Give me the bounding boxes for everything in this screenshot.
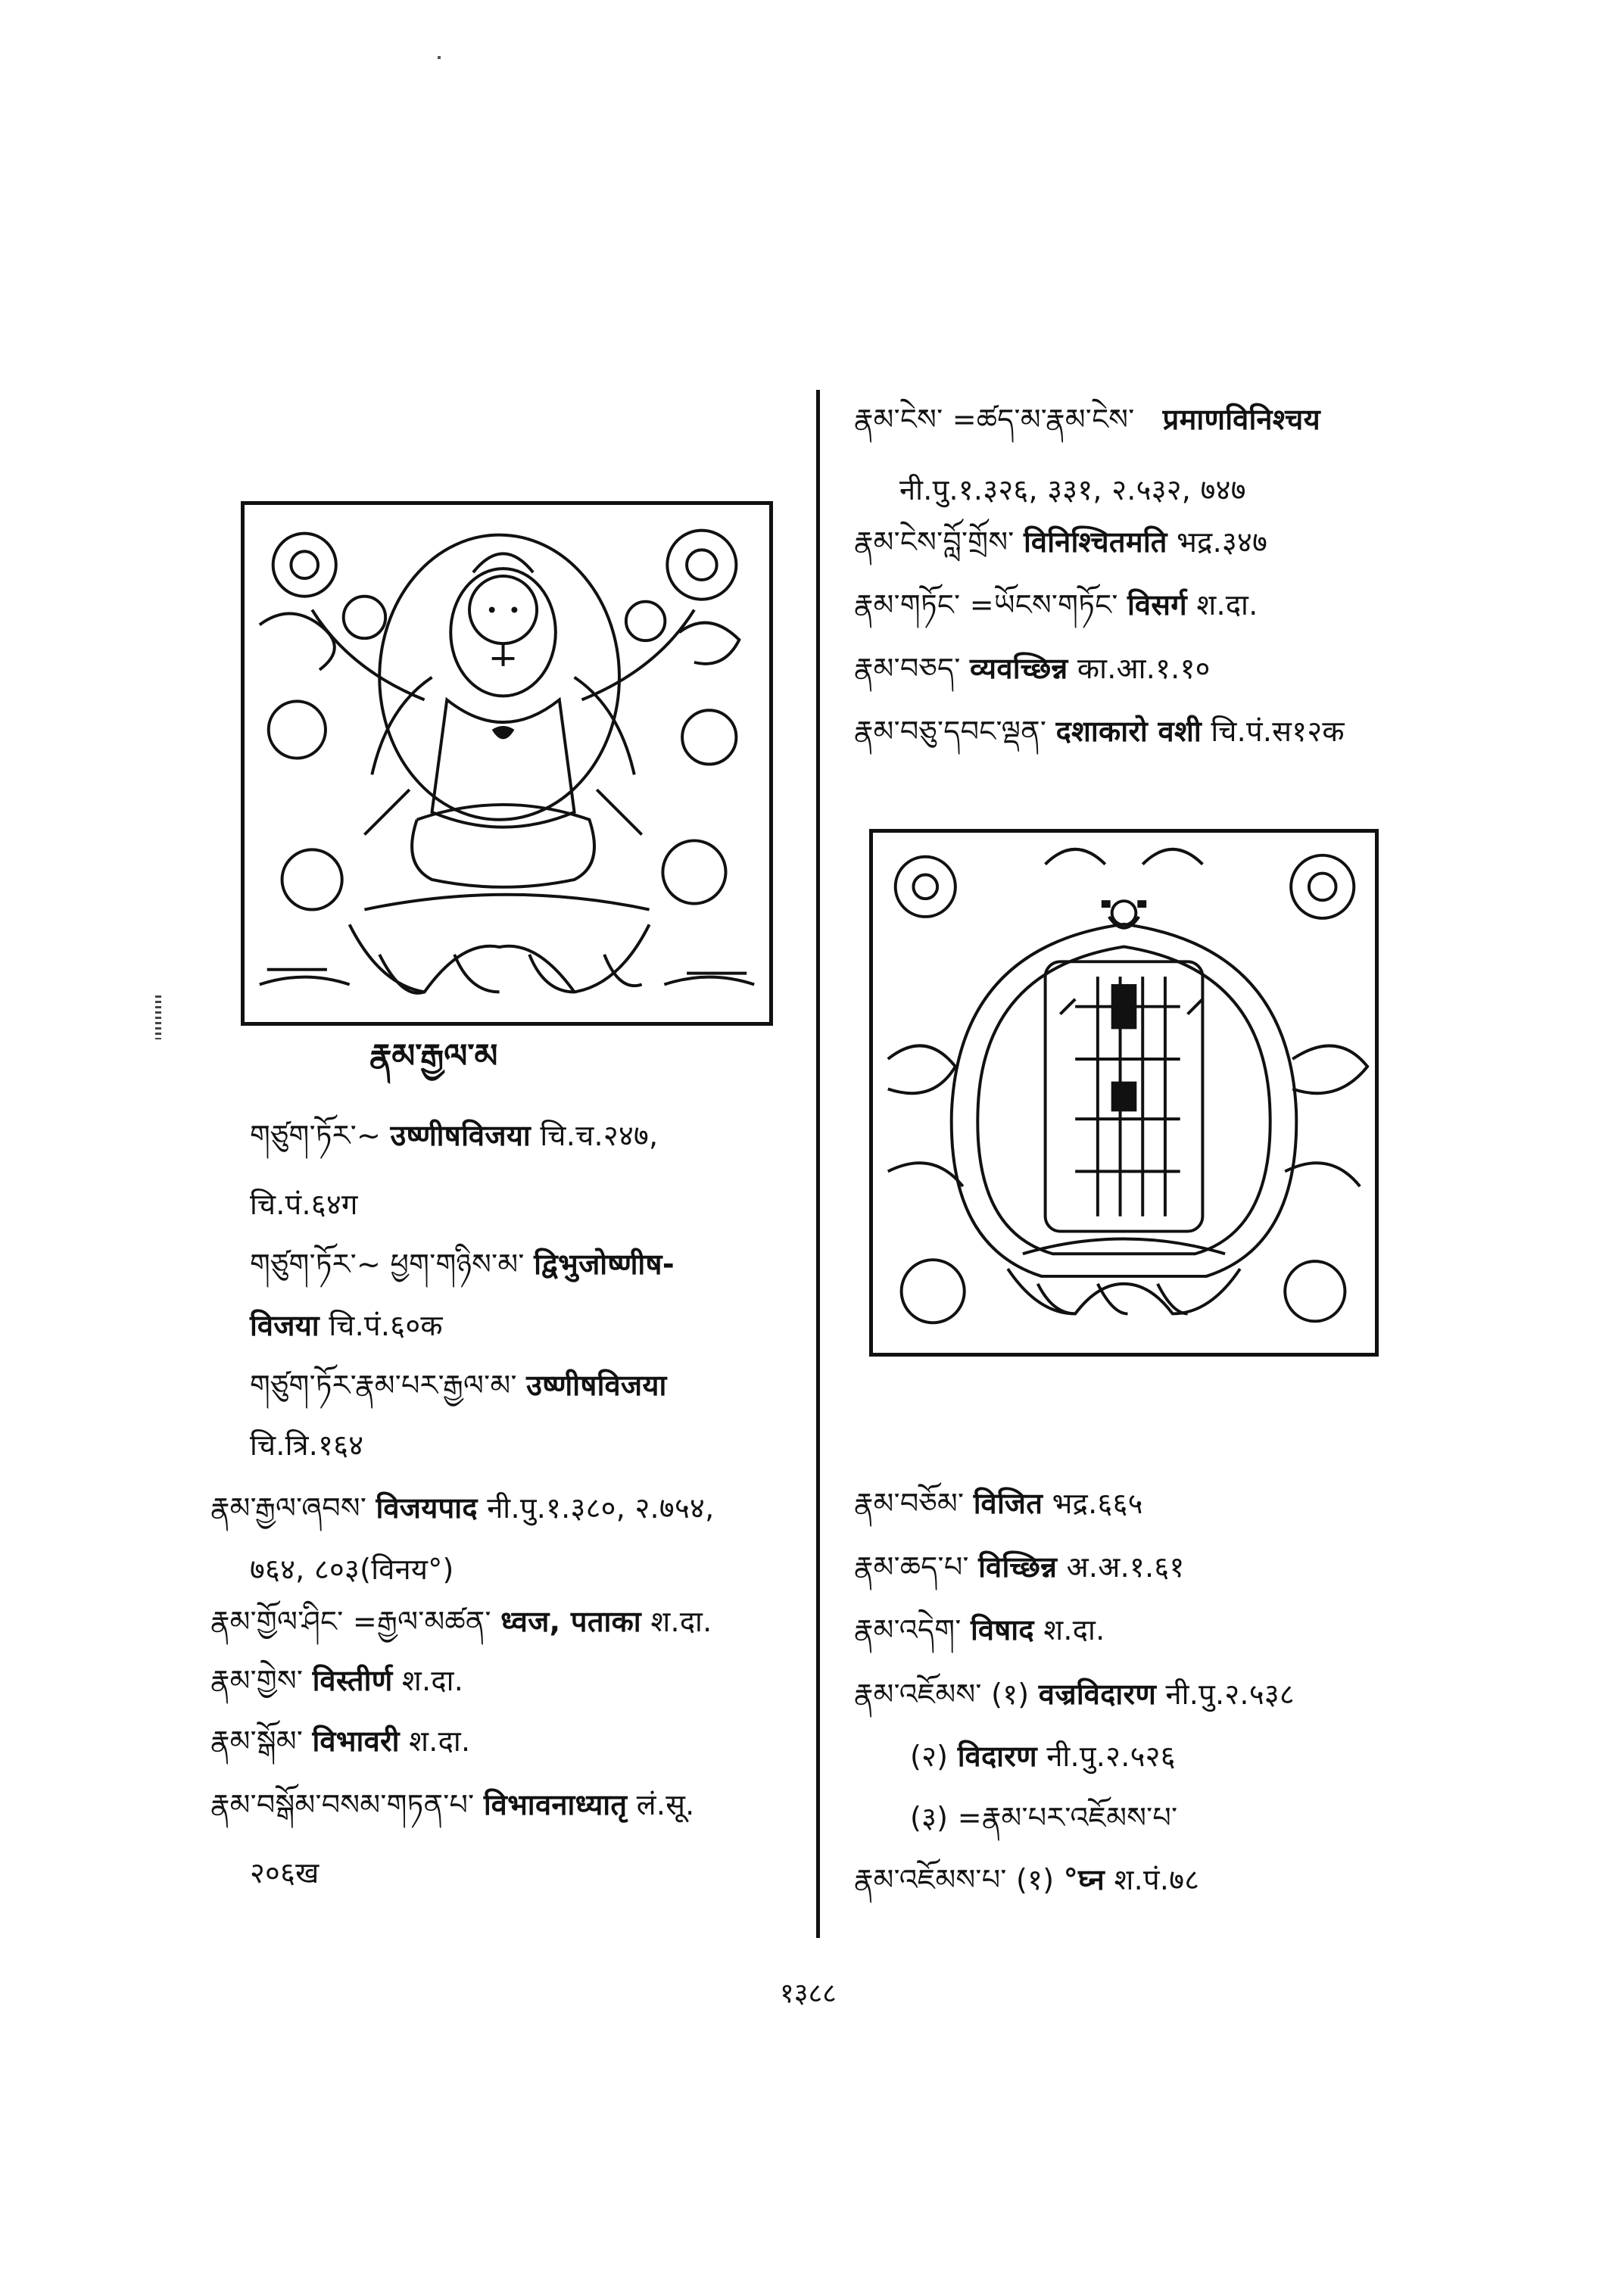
reference: चि.पं.६४ग: [250, 1188, 358, 1221]
left-entry-3: [250, 1367, 667, 1404]
left-entry-7: [210, 1723, 470, 1759]
reference: का.आ.१.१०: [1077, 652, 1211, 685]
reference: भद्र.३४७: [1177, 525, 1268, 559]
right-entry-6: [854, 1485, 1143, 1522]
tibetan-headword: རྣམ་གཏོང་ =ཡོངས་གཏོང་: [854, 588, 1118, 622]
right-entry-9-sense-2: [910, 1738, 1176, 1774]
reference: श.दा.: [1043, 1613, 1105, 1647]
right-entry-1: [854, 401, 1320, 438]
reference: ७६४, ८०३(विनय°): [250, 1553, 454, 1586]
right-entry-5: [854, 713, 1345, 749]
reference: चि.त्रि.१६४: [250, 1428, 364, 1462]
sanskrit-term: विच्छिन्न: [978, 1550, 1058, 1584]
left-entry-5: [210, 1603, 712, 1640]
tibetan-headword: རྣམ་བཅོམ་: [854, 1487, 965, 1520]
left-entry-1: [250, 1117, 658, 1154]
sanskrit-term: विस्तीर्ण: [312, 1664, 393, 1697]
sanskrit-term: विभावनाध्यातृ: [483, 1788, 628, 1821]
sanskrit-term: विसर्ग: [1127, 588, 1187, 622]
sense-number: (३) =རྣམ་པར་འཇོམས་པ་: [910, 1801, 1178, 1834]
sanskrit-term: विषाद: [971, 1613, 1034, 1647]
sanskrit-term: विजयपाद: [376, 1491, 478, 1525]
reference: श.पं.७८: [1114, 1863, 1200, 1896]
tibetan-headword: གཙུག་ཏོར་~ ཕྱག་གཉིས་མ་: [250, 1248, 525, 1281]
tibetan-headword: རྣམ་ངེས་ =ཚད་མ་རྣམ་ངེས་: [854, 403, 1135, 436]
figure-ushnishavijaya: [241, 501, 773, 1026]
right-entry-10: [854, 1862, 1199, 1898]
scan-dot: [438, 56, 441, 59]
left-entry-4-cont: [250, 1551, 454, 1587]
reference: लं.सू.: [636, 1788, 695, 1821]
reference: भद्र.६६५: [1052, 1487, 1143, 1520]
sanskrit-term: उष्णीषविजया: [390, 1119, 531, 1152]
reference: नी.पु.१.३८०, २.७५४,: [487, 1491, 715, 1525]
sanskrit-term: दशाकारो वशी: [1055, 715, 1202, 748]
sanskrit-term: द्विभुजोष्णीष-: [534, 1248, 675, 1281]
reference: श.दा.: [409, 1724, 471, 1758]
reference: नी.पु.२.५३८: [1165, 1678, 1295, 1711]
sanskrit-term: उष्णीषविजया: [526, 1369, 667, 1402]
deity-illustration: [245, 505, 769, 1022]
tibetan-headword: རྣམ་རྒྱལ་ཞབས་: [210, 1491, 367, 1525]
tibetan-headword: གཙུག་ཏོར་རྣམ་པར་རྒྱལ་མ་: [250, 1369, 517, 1402]
right-entry-9-sense-3: [910, 1799, 1177, 1836]
sanskrit-term: विनिश्चितमति: [1023, 525, 1167, 559]
sanskrit-term: ध्वज, पताका: [500, 1605, 641, 1638]
sanskrit-term: वज्रविदारण: [1038, 1678, 1157, 1711]
tibetan-headword: རྣམ་འཇོམས་ (१): [854, 1678, 1030, 1711]
sanskrit-term: विभावरी: [312, 1724, 400, 1758]
reference: श.दा.: [650, 1605, 712, 1638]
left-entry-1-cont: [250, 1186, 358, 1223]
tibetan-headword: རྣམ་བཅུ་དབང་ལྡན་: [854, 715, 1047, 748]
sanskrit-term: प्रमाणविनिश्चय: [1162, 403, 1320, 436]
sense-number: (२): [910, 1740, 949, 1773]
reference: चि.पं.स१२क: [1211, 715, 1345, 748]
left-entry-3-cont: [250, 1427, 363, 1463]
tibetan-headword: རྣམ་ཆད་པ་: [854, 1550, 969, 1584]
right-entry-9: [854, 1676, 1295, 1712]
reference: श.दा.: [1196, 588, 1258, 622]
tibetan-headword: རྣམ་བསྒོམ་བསམ་གཏན་པ་: [210, 1788, 475, 1821]
left-entry-6: [210, 1662, 463, 1699]
left-entry-2-cont: [250, 1307, 443, 1344]
page-number: १३८८: [780, 1978, 837, 2009]
reference: श.दा.: [401, 1664, 464, 1697]
tibetan-headword: རྣམ་འཇོམས་པ་ (१): [854, 1863, 1055, 1896]
sanskrit-term: विदारण: [957, 1740, 1037, 1773]
sanskrit-term: व्यवच्छिन्न: [970, 652, 1068, 685]
scan-mark: [155, 995, 161, 1039]
tibetan-headword: རྣམ་སྒོམ་: [210, 1724, 304, 1758]
left-entry-8: [210, 1787, 695, 1823]
reference: चि.च.२४७,: [540, 1119, 659, 1152]
reference: २०६ख: [250, 1856, 320, 1890]
reference: अ.अ.१.६१: [1066, 1550, 1185, 1584]
right-entry-2: [854, 524, 1267, 560]
figure-caption: རྣམ་རྒྱལ་མ: [369, 1037, 498, 1076]
tibetan-headword: གཙུག་ཏོར་~: [250, 1119, 382, 1152]
tibetan-headword: རྣམ་འདེག་: [854, 1613, 962, 1647]
sanskrit-term: विजित: [973, 1487, 1043, 1520]
tibetan-headword: རྣམ་ངེས་བློ་གྲོས་: [854, 525, 1015, 559]
tibetan-headword: རྣམ་བཅད་: [854, 652, 961, 685]
figure-kalachakra-monogram: [869, 829, 1379, 1357]
right-entry-1-cont: [899, 472, 1246, 508]
monogram-illustration: [873, 833, 1375, 1353]
column-divider: [816, 390, 820, 1938]
left-entry-2: [250, 1246, 675, 1282]
left-entry-4: [210, 1490, 714, 1526]
right-entry-4: [854, 650, 1211, 687]
reference: नी.पु.२.५२६: [1046, 1740, 1176, 1773]
reference: नी.पु.१.३२६, ३३१, २.५३२, ७४७: [899, 473, 1246, 506]
tibetan-headword: རྣམ་གྱེས་: [210, 1664, 304, 1697]
right-entry-3: [854, 587, 1258, 623]
right-entry-8: [854, 1612, 1105, 1648]
sanskrit-term: विजया: [250, 1309, 320, 1342]
sanskrit-term: °घ्न: [1063, 1863, 1105, 1896]
tibetan-headword: རྣམ་གྱོལ་ཤིང་ =རྒྱལ་མཚན་: [210, 1605, 491, 1638]
left-entry-8-cont: [250, 1855, 320, 1891]
reference: चि.पं.६०क: [329, 1309, 443, 1342]
right-entry-7: [854, 1549, 1185, 1585]
